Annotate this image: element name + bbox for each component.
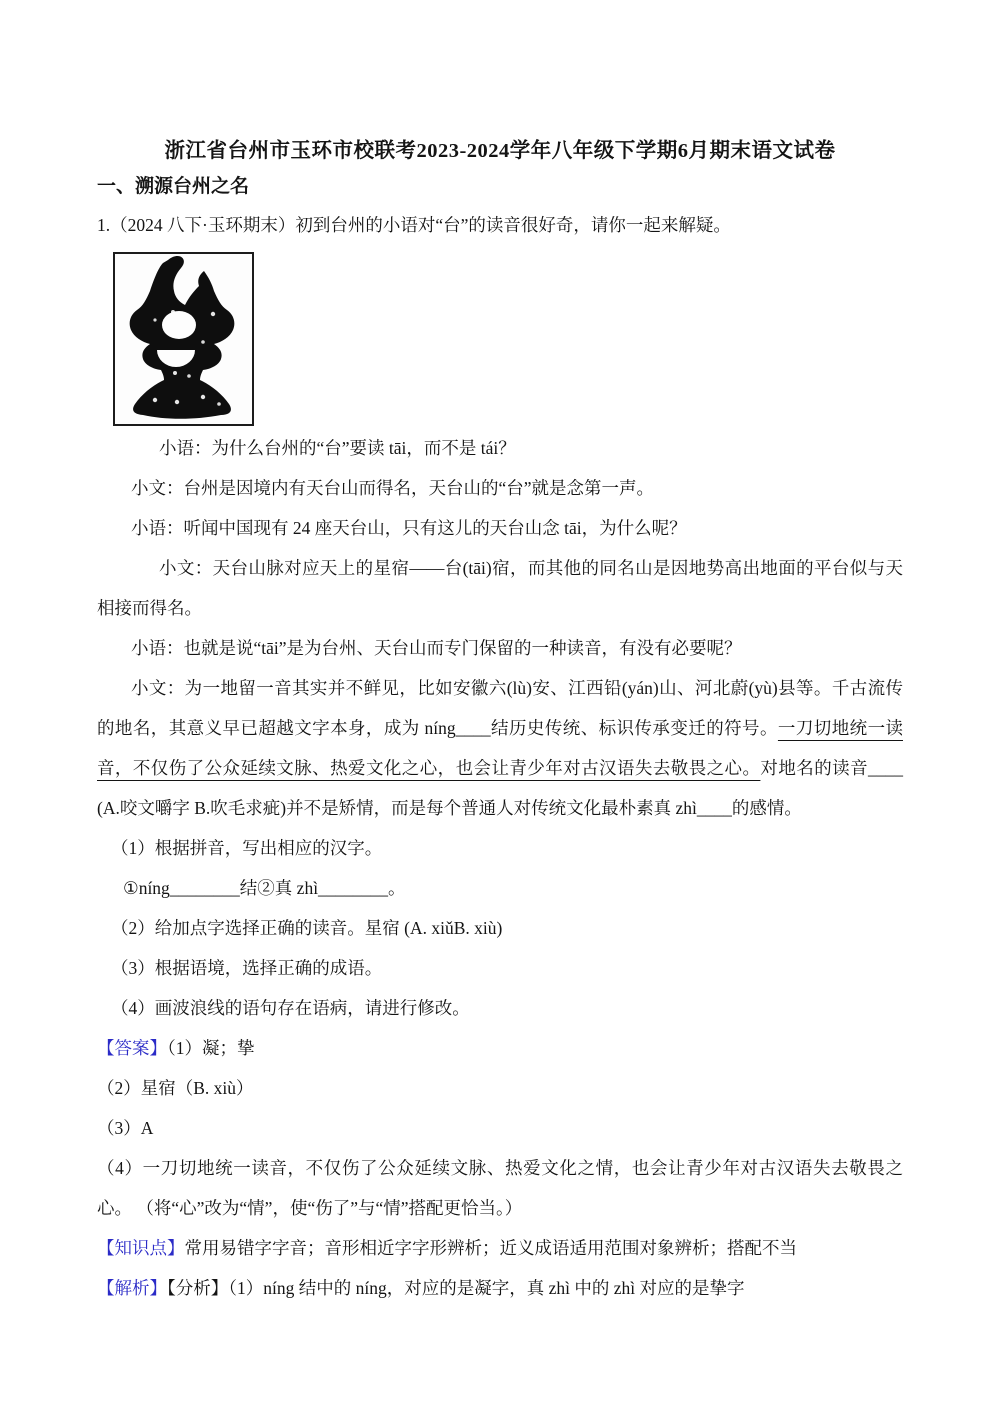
dialogue-line: 小语：为什么台州的“台”要读 tāi，而不是 tái？ [159, 438, 516, 458]
answer-1: （1）凝；挚 [167, 1038, 255, 1058]
subquestion-4: （4）画波浪线的语句存在语病，请进行修改。 [111, 998, 470, 1018]
subquestion-1: （1）根据拼音，写出相应的汉字。 [111, 838, 383, 858]
analysis-sublabel: 【分析】 [167, 1278, 229, 1298]
paragraph-segment: 对地名的读音____ (A.咬文嚼字 B.吹毛求疵)并不是矫情，而是每个普通人对传统文化最朴素真 zhì____的感情。 [97, 758, 904, 818]
ancient-tai-glyph-figure [113, 252, 254, 426]
underlined-sentence: 一刀切地统一读音，不仅伤了公众延续文脉、热爱文化之心，也会让青少年对古汉语失去敬畏之心。 [97, 718, 903, 778]
analysis-text: （1）níng 结中的 níng，对应的是凝字，真 zhì 中的 zhì 对应的是挚字 [228, 1278, 745, 1298]
dialogue-line: 小文：天台山脉对应天上的星宿——台(tāi)宿，而其他的同名山是因地势高出地面的平台似与天相接而得名。 [97, 558, 903, 618]
paragraph-segment: 小文：为一地留一音其实并不鲜见，比如安徽六(lù)安、江西铅(yán)山、河北蔚(yù)县等。千古流传的地名，其意义早已超越文字本身，成为 níng____结历史传统、标识传承变迁的符号。 [97, 678, 903, 738]
dialogue-block [97, 428, 903, 828]
answers-block [97, 1028, 903, 1308]
subquestion-2: （2）给加点字选择正确的读音。星宿 (A. xiǔB. xiù) [111, 918, 503, 938]
subquestion-1-blanks: ①níng________结②真 zhì________。 [123, 878, 406, 898]
subquestions-block [97, 828, 903, 1028]
answer-line-1 [97, 1028, 903, 1068]
subquestion-3: （3）根据语境，选择正确的成语。 [111, 958, 383, 978]
analysis-line [97, 1268, 903, 1308]
analysis-label: 【解析】 [97, 1278, 167, 1298]
section-heading: 一、溯源台州之名 [97, 176, 250, 197]
answer-label: 【答案】 [97, 1038, 167, 1058]
dialogue-line: 小语：听闻中国现有 24 座天台山，只有这儿的天台山念 tāi，为什么呢？ [131, 518, 687, 538]
answer-line-3: （3）A [97, 1118, 154, 1138]
ancient-tai-glyph-image [115, 254, 252, 424]
dialogue-line: 小语：也就是说“tāi”是为台州、天台山而专门保留的一种读音，有没有必要呢？ [131, 638, 742, 658]
page-title: 浙江省台州市玉环市校联考2023-2024学年八年级下学期6月期末语文试卷 [164, 140, 836, 162]
answer-line-2: （2）星宿（B. xiù） [97, 1078, 254, 1098]
knowledge-label: 【知识点】 [97, 1238, 185, 1258]
question-intro: 1.（2024 八下·玉环期末）初到台州的小语对“台”的读音很好奇，请你一起来解疑。 [97, 215, 731, 235]
dialogue-paragraph [97, 668, 903, 828]
answer-line-4: （4）一刀切地统一读音，不仅伤了公众延续文脉、热爱文化之情，也会让青少年对古汉语失去敬畏之心。 （将“心”改为“情”，使“伤了”与“情”搭配更恰当。） [97, 1158, 903, 1218]
knowledge-text: 常用易错字字音；音形相近字字形辨析；近义成语适用范围对象辨析；搭配不当 [184, 1238, 797, 1258]
knowledge-line [97, 1228, 903, 1268]
dialogue-line: 小文：台州是因境内有天台山而得名，天台山的“台”就是念第一声。 [131, 478, 655, 498]
